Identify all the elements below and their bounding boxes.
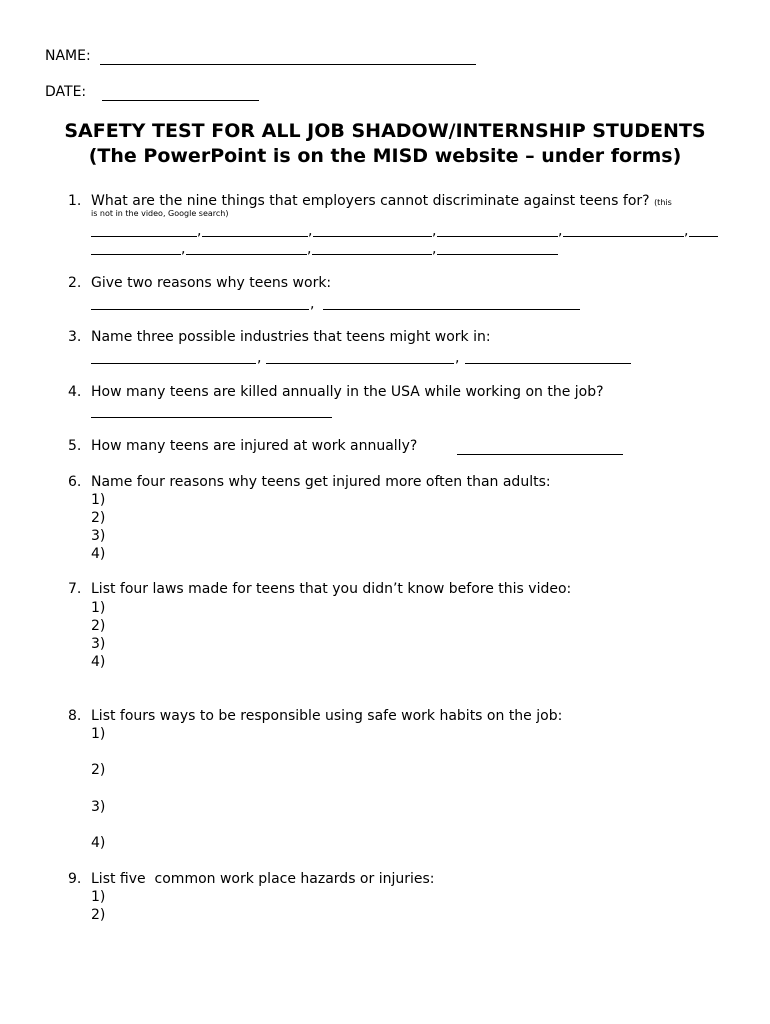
separator-comma: , — [307, 241, 312, 257]
list-item: 2) — [91, 510, 106, 526]
question-9-text: List five common work place hazards or injuries: — [91, 871, 435, 887]
date-label: DATE: — [45, 84, 87, 100]
question-8-text: List fours ways to be responsible using safe work habits on the job: — [91, 708, 563, 724]
separator-comma: , — [455, 350, 460, 366]
separator-comma: , — [432, 241, 437, 257]
separator-comma: , — [308, 223, 313, 239]
separator-comma: , — [310, 296, 315, 312]
question-4-text: How many teens are killed annually in the USA while working on the job? — [91, 384, 604, 400]
list-item: 1) — [91, 600, 106, 616]
answer-blank[interactable] — [202, 236, 308, 237]
question-1-prompt: What are the nine things that employers cannot discriminate against teens for? — [91, 193, 650, 209]
separator-comma: , — [181, 241, 186, 257]
question-5-number: 5. — [68, 438, 82, 454]
date-field[interactable] — [102, 100, 259, 101]
list-item: 4) — [91, 835, 106, 851]
list-item: 1) — [91, 492, 106, 508]
question-6-text: Name four reasons why teens get injured more often than adults: — [91, 474, 551, 490]
list-item: 4) — [91, 654, 106, 670]
list-item: 2) — [91, 762, 106, 778]
question-2-text: Give two reasons why teens work: — [91, 275, 332, 291]
list-item: 2) — [91, 618, 106, 634]
list-item: 1) — [91, 726, 106, 742]
answer-blank[interactable] — [323, 309, 580, 310]
question-6-number: 6. — [68, 474, 82, 490]
question-1-number: 1. — [68, 193, 82, 209]
answer-blank[interactable] — [91, 363, 256, 364]
answer-blank[interactable] — [91, 417, 332, 418]
answer-blank[interactable] — [91, 309, 309, 310]
answer-blank[interactable] — [437, 236, 558, 237]
list-item: 3) — [91, 636, 106, 652]
list-item: 1) — [91, 889, 106, 905]
answer-blank[interactable] — [312, 254, 432, 255]
separator-comma: , — [257, 350, 262, 366]
answer-blank[interactable] — [457, 454, 623, 455]
separator-comma: , — [684, 223, 689, 239]
answer-blank[interactable] — [266, 363, 454, 364]
question-5-text: How many teens are injured at work annually? — [91, 438, 418, 454]
separator-comma: , — [558, 223, 563, 239]
question-4-number: 4. — [68, 384, 82, 400]
answer-blank[interactable] — [313, 236, 432, 237]
question-1-note-a: (this — [654, 198, 672, 207]
question-1-note-b: is not in the video, Google search) — [91, 209, 229, 218]
list-item: 2) — [91, 907, 106, 923]
question-7-number: 7. — [68, 581, 82, 597]
page-subtitle: (The PowerPoint is on the MISD website – under forms) — [88, 145, 682, 167]
question-8-number: 8. — [68, 708, 82, 724]
question-7-text: List four laws made for teens that you didn’t know before this video: — [91, 581, 572, 597]
page-title: SAFETY TEST FOR ALL JOB SHADOW/INTERNSHIP STUDENTS — [64, 120, 706, 142]
answer-blank[interactable] — [465, 363, 631, 364]
answer-blank[interactable] — [563, 236, 684, 237]
answer-blank[interactable] — [91, 254, 181, 255]
answer-blank[interactable] — [91, 236, 197, 237]
question-3-text: Name three possible industries that teens might work in: — [91, 329, 491, 345]
list-item: 3) — [91, 799, 106, 815]
question-2-number: 2. — [68, 275, 82, 291]
list-item: 4) — [91, 546, 106, 562]
answer-blank[interactable] — [689, 236, 718, 237]
answer-blank[interactable] — [437, 254, 558, 255]
question-9-number: 9. — [68, 871, 82, 887]
list-item: 3) — [91, 528, 106, 544]
name-label: NAME: — [45, 48, 91, 64]
name-field[interactable] — [100, 64, 476, 65]
answer-blank[interactable] — [186, 254, 307, 255]
separator-comma: , — [432, 223, 437, 239]
separator-comma: , — [197, 223, 202, 239]
question-3-number: 3. — [68, 329, 82, 345]
